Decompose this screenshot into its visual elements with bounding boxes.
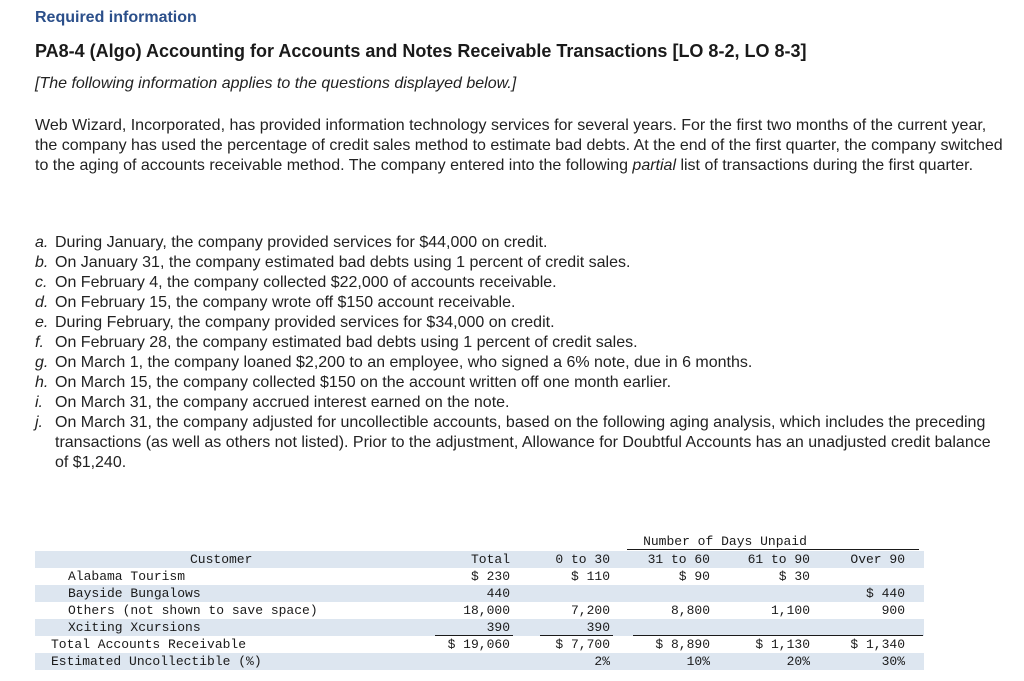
d31-60-cell: $ 90 xyxy=(678,569,710,584)
total-cell: 18,000 xyxy=(463,603,510,618)
item-text: On March 31, the company accrued interest earned on the note. xyxy=(55,394,510,411)
problem-title: PA8-4 (Algo) Accounting for Accounts and Notes Receivable Transactions [LO 8-2, LO 8-3] xyxy=(35,41,807,61)
total-cell: 440 xyxy=(486,586,510,601)
intro-text: Web Wizard, Incorporated, has provided information technology services for several years. For the first two months of the current year, the company has used the percentage of credit sales method to estimate bad debts. At the end of the first quarter, the company switched to the aging of accounts receivable method. The company entered into the following xyxy=(35,117,1003,174)
item-text: On February 4, the company collected $22,000 of accounts receivable. xyxy=(55,274,557,291)
list-item xyxy=(35,353,995,373)
list-item xyxy=(35,393,995,413)
item-label: j. xyxy=(35,414,43,431)
list-item xyxy=(35,313,995,333)
d31-60-cell: 8,800 xyxy=(670,603,710,618)
d61-90-cell: $ 1,130 xyxy=(755,637,810,652)
item-label: a. xyxy=(35,234,49,251)
d61-90-cell xyxy=(730,585,810,602)
total-cell: $ 230 xyxy=(470,569,510,584)
customer-name: Alabama Tourism xyxy=(68,569,186,584)
d61-90-cell: $ 30 xyxy=(778,569,810,584)
totals-label: Total Accounts Receivable xyxy=(51,637,247,652)
list-item xyxy=(35,413,995,473)
estimated-label: Estimated Uncollectible (%) xyxy=(51,654,262,669)
aging-table xyxy=(35,533,924,673)
item-text: On February 28, the company estimated bad debts using 1 percent of credit sales. xyxy=(55,334,638,351)
applies-note: [The following information applies to the questions displayed below.] xyxy=(35,75,517,92)
column-header-customer: Customer xyxy=(190,552,253,567)
customer-name: Others (not shown to save space) xyxy=(68,603,318,618)
column-header-0-30: 0 to 30 xyxy=(555,552,610,567)
d31-60-cell xyxy=(630,619,710,636)
d61-90-cell xyxy=(730,619,810,636)
customer-name: Xciting Xcursions xyxy=(68,620,201,635)
intro-text-end: list of transactions during the first quarter. xyxy=(676,157,974,174)
over90-cell: 30% xyxy=(881,654,905,669)
d0-30-cell: $ 110 xyxy=(570,569,610,584)
required-information-heading: Required information xyxy=(35,9,197,26)
intro-emphasis: partial xyxy=(632,157,676,174)
d31-60-cell xyxy=(630,585,710,602)
d31-60-cell: $ 8,890 xyxy=(655,637,710,652)
item-label: f. xyxy=(35,334,44,351)
total-cell: $ 19,060 xyxy=(447,637,510,652)
item-text: During January, the company provided services for $44,000 on credit. xyxy=(55,234,548,251)
d61-90-cell: 1,100 xyxy=(770,603,810,618)
d0-30-cell: 390 xyxy=(586,620,610,635)
over90-cell: 900 xyxy=(881,603,905,618)
d0-30-cell xyxy=(535,585,610,602)
list-item xyxy=(35,253,995,273)
d61-90-cell: 20% xyxy=(786,654,810,669)
column-header-total: Total xyxy=(470,552,510,567)
customer-name: Bayside Bungalows xyxy=(68,586,201,601)
list-item xyxy=(35,273,995,293)
item-label: g. xyxy=(35,354,49,371)
list-item xyxy=(35,333,995,353)
over90-cell xyxy=(825,568,905,585)
over90-cell: $ 440 xyxy=(865,586,905,601)
item-label: h. xyxy=(35,374,49,391)
intro-paragraph xyxy=(35,116,1005,176)
column-header-over-90: Over 90 xyxy=(850,552,905,567)
item-text: On March 15, the company collected $150 on the account written off one month earlier. xyxy=(55,374,672,391)
list-item xyxy=(35,233,995,253)
item-text: On March 31, the company adjusted for uncollectible accounts, based on the following aging analysis, which includes the preceding transactions (as well as others not listed). Prior to the adjustment, Allowance for Doubtful Accounts has an unadjusted credit balance of $1,240. xyxy=(55,414,991,471)
over90-cell xyxy=(825,619,905,636)
item-label: b. xyxy=(35,254,49,271)
item-label: d. xyxy=(35,294,49,311)
item-label: i. xyxy=(35,394,43,411)
group-header: Number of Days Unpaid xyxy=(643,534,807,549)
d0-30-cell: 7,200 xyxy=(570,603,610,618)
group-header-rule xyxy=(627,549,919,550)
column-header-31-60: 31 to 60 xyxy=(647,552,710,567)
d0-30-cell: 2% xyxy=(594,654,610,669)
item-text: On March 1, the company loaned $2,200 to an employee, who signed a 6% note, due in 6 months. xyxy=(55,354,753,371)
d0-30-cell: $ 7,700 xyxy=(555,637,610,652)
d31-60-cell: 10% xyxy=(686,654,710,669)
list-item xyxy=(35,373,995,393)
item-text: On February 15, the company wrote off $150 account receivable. xyxy=(55,294,516,311)
list-item xyxy=(35,293,995,313)
over90-cell: $ 1,340 xyxy=(850,637,905,652)
item-label: c. xyxy=(35,274,48,291)
column-header-61-90: 61 to 90 xyxy=(747,552,810,567)
transaction-list xyxy=(35,233,995,473)
total-cell: 390 xyxy=(486,620,510,635)
item-text: During February, the company provided services for $34,000 on credit. xyxy=(55,314,555,331)
item-label: e. xyxy=(35,314,49,331)
item-text: On January 31, the company estimated bad debts using 1 percent of credit sales. xyxy=(55,254,631,271)
